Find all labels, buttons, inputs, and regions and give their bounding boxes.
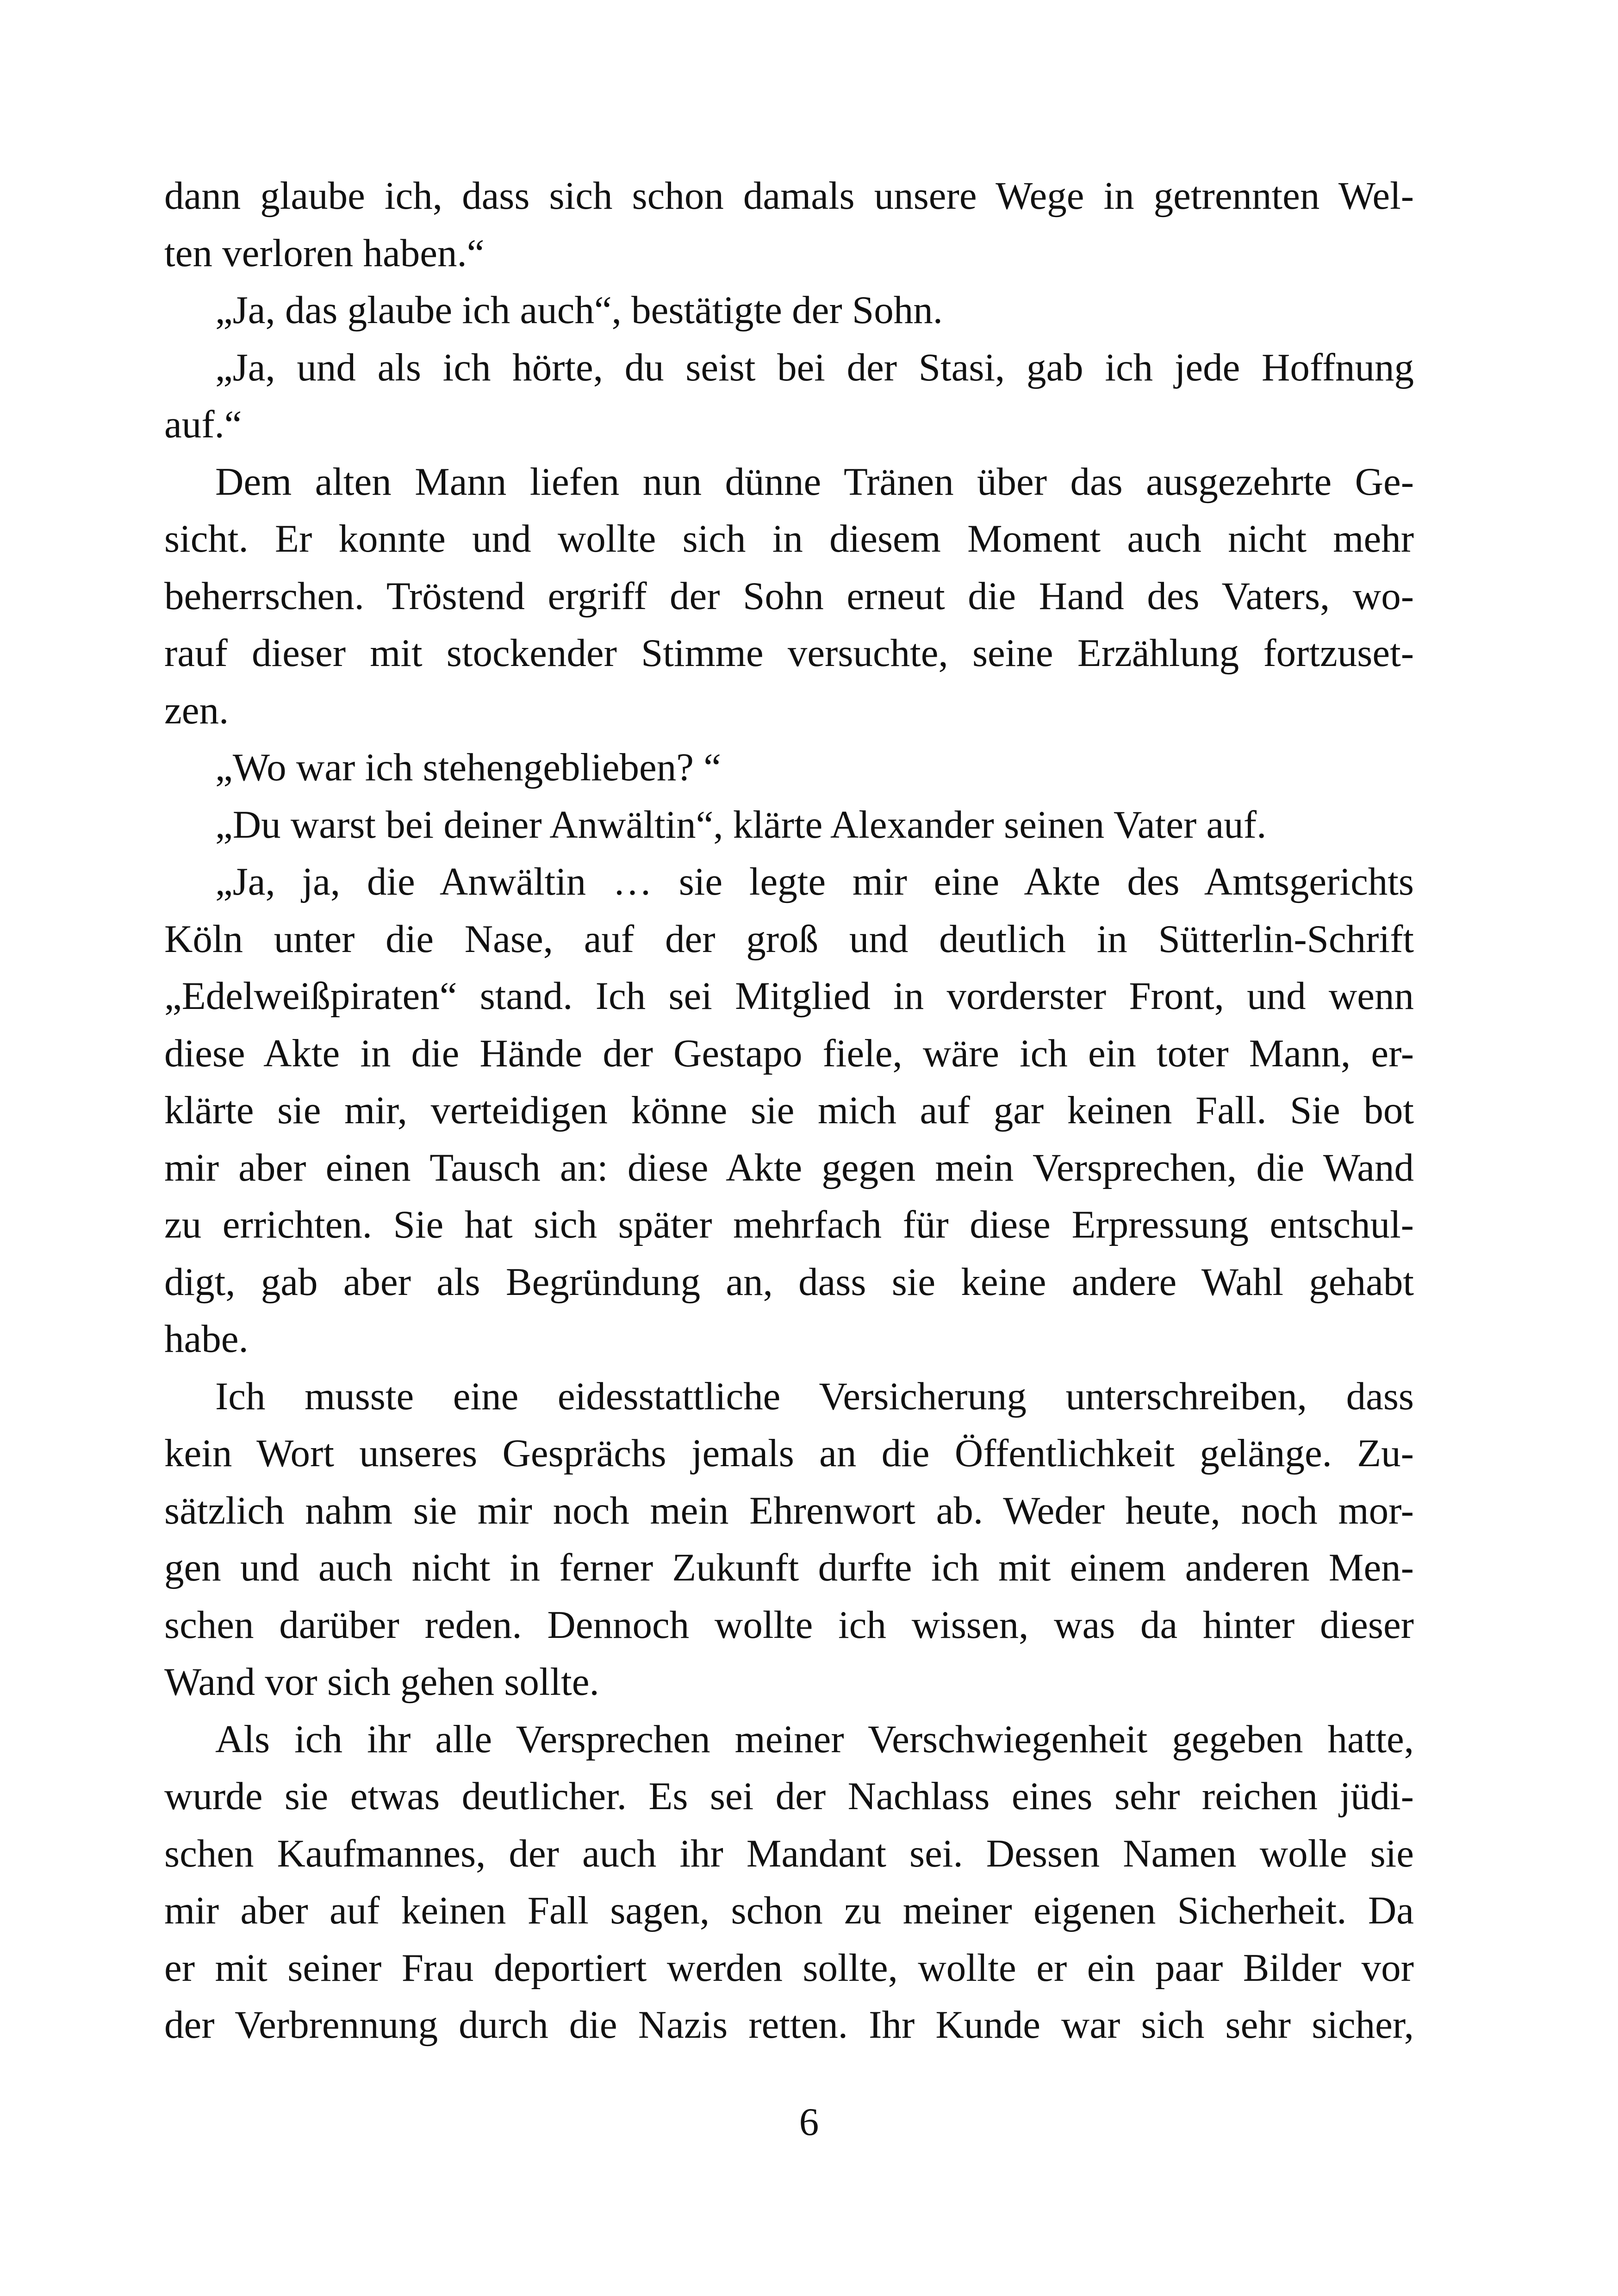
text-line: „Wo war ich stehengeblieben? “ xyxy=(215,746,721,789)
text-line: Wand vor sich gehen sollte. xyxy=(164,1660,599,1704)
text-line: sicht. Er konnte und wollte sich in diesem Moment auch nicht mehr xyxy=(164,517,1414,560)
text-line: beherrschen. Tröstend ergriff der Sohn erneut die Hand des Vaters, wo- xyxy=(164,574,1414,618)
text-line: Dem alten Mann liefen nun dünne Tränen über das ausgezehrte Ge- xyxy=(215,460,1414,504)
page-number: 6 xyxy=(799,2100,819,2144)
text-line: zu errichten. Sie hat sich später mehrfach für diese Erpressung entschul- xyxy=(164,1203,1414,1246)
text-line: dann glaube ich, dass sich schon damals unsere Wege in getrennten Wel- xyxy=(164,174,1414,218)
text-line: ten verloren haben.“ xyxy=(164,231,485,275)
text-line: mir aber auf keinen Fall sagen, schon zu meiner eigenen Sicherheit. Da xyxy=(164,1889,1414,1932)
text-line: habe. xyxy=(164,1317,249,1361)
text-line: „Ja, ja, die Anwältin … sie legte mir eine Akte des Amtsgerichts xyxy=(215,860,1414,903)
text-line: rauf dieser mit stockender Stimme versuchte, seine Erzählung fortzuset- xyxy=(164,631,1414,675)
text-line: „Ja, und als ich hörte, du seist bei der Stasi, gab ich jede Hoffnung xyxy=(215,345,1414,389)
text-line: gen und auch nicht in ferner Zukunft durfte ich mit einem anderen Men- xyxy=(164,1546,1414,1589)
body-text xyxy=(164,168,1414,2054)
text-line: schen darüber reden. Dennoch wollte ich wissen, was da hinter dieser xyxy=(164,1603,1414,1647)
text-line: zen. xyxy=(164,688,229,732)
text-line: wurde sie etwas deutlicher. Es sei der Nachlass eines sehr reichen jüdi- xyxy=(164,1774,1414,1818)
text-line: klärte sie mir, verteidigen könne sie mich auf gar keinen Fall. Sie bot xyxy=(164,1089,1414,1132)
text-line: der Verbrennung durch die Nazis retten. Ihr Kunde war sich sehr sicher, xyxy=(164,2003,1414,2047)
text-line: auf.“ xyxy=(164,403,242,446)
text-line: „Ja, das glaube ich auch“, bestätigte der Sohn. xyxy=(215,288,943,332)
text-line: mir aber einen Tausch an: diese Akte gegen mein Versprechen, die Wand xyxy=(164,1145,1414,1189)
text-line: kein Wort unseres Gesprächs jemals an die Öffentlichkeit gelänge. Zu- xyxy=(164,1431,1414,1475)
text-line: Köln unter die Nase, auf der groß und deutlich in Sütterlin-Schrift xyxy=(164,917,1414,961)
text-line: er mit seiner Frau deportiert werden sollte, wollte er ein paar Bilder vor xyxy=(164,1946,1414,1990)
text-line: diese Akte in die Hände der Gestapo fiele, wäre ich ein toter Mann, er- xyxy=(164,1031,1414,1075)
text-line: „Du warst bei deiner Anwältin“, klärte Alexander seinen Vater auf. xyxy=(215,803,1267,846)
text-line: „Edelweißpiraten“ stand. Ich sei Mitglied in vorderster Front, und wenn xyxy=(164,974,1414,1018)
text-line: sätzlich nahm sie mir noch mein Ehrenwort ab. Weder heute, noch mor- xyxy=(164,1488,1414,1532)
text-line: schen Kaufmannes, der auch ihr Mandant sei. Dessen Namen wolle sie xyxy=(164,1831,1414,1875)
text-line: Als ich ihr alle Versprechen meiner Verschwiegenheit gegeben hatte, xyxy=(215,1717,1414,1761)
text-line: digt, gab aber als Begründung an, dass sie keine andere Wahl gehabt xyxy=(164,1260,1414,1304)
text-line: Ich musste eine eidesstattliche Versicherung unterschreiben, dass xyxy=(215,1374,1414,1418)
